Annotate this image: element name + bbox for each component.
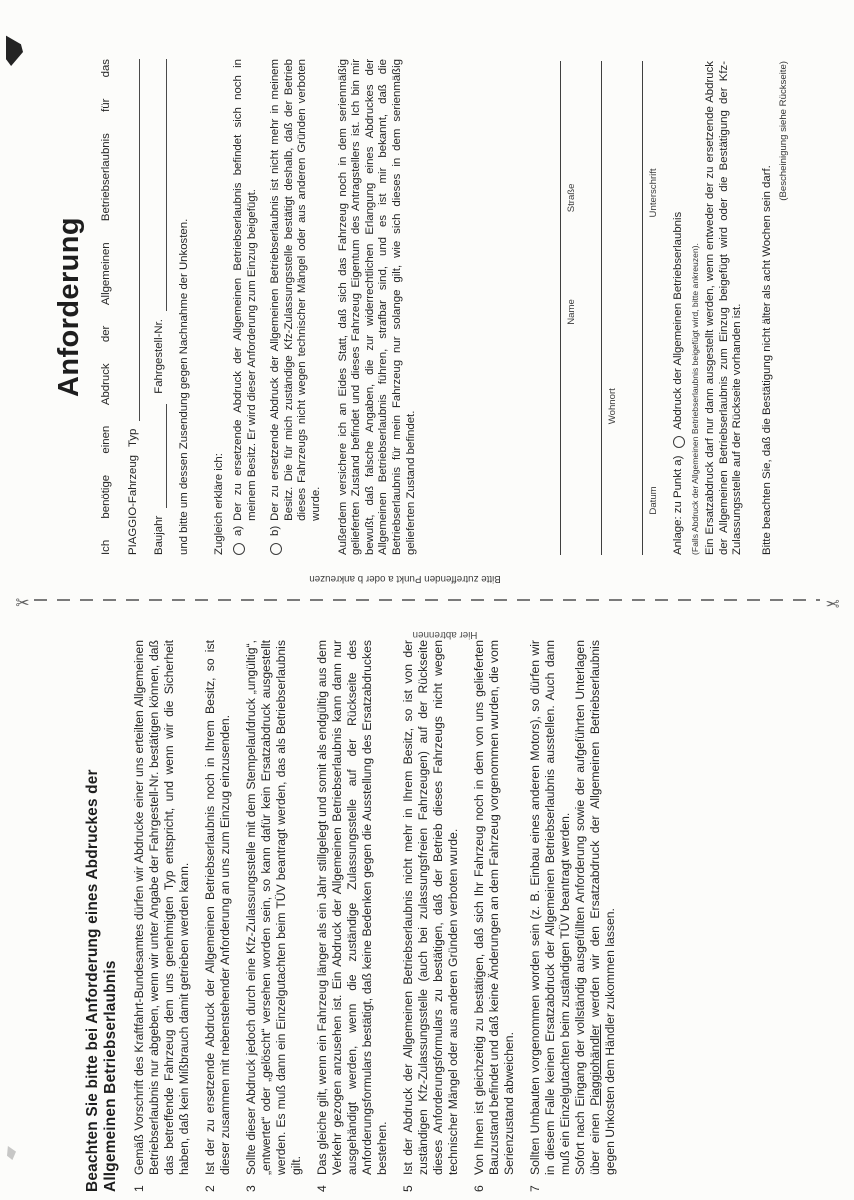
instruction-item-4	[315, 640, 390, 1192]
item-7-part2-pre: Sofort nach Eingang der vollständig ausgefüllten Anforderung sowie der aufgeführten Unterlagen über einen	[573, 640, 602, 1175]
vehicle-row	[127, 59, 141, 555]
instructions-heading-line2: Allgemeinen Betriebserlaubnis	[101, 960, 119, 1192]
item-number: 4	[315, 1185, 329, 1192]
oath-paragraph: Außerdem versichere ich an Eides Statt, daß sich das Fahrzeug noch in dem serienmäßig gelieferten Zustand befindet und dieses Fahrzeug Eigentum des Antragstellers ist. Ich bin mir bewußt, daß falsche Angaben, die zur widerrechtlichen Erlangung eines Abdruckes der Allgemeinen Betriebserlaubnis führen, strafbar sind, und es ist mir bekannt, daß die Betriebserlaubnis für mein Fahrzeug nur solange gilt, wie sich dieses in dem serienmäßig gelieferten Zustand befindet.	[336, 59, 417, 555]
item-text	[528, 640, 618, 1175]
item-7-paragraph-2	[573, 640, 618, 1175]
instructions-heading-line1: Beachten Sie bitte bei Anforderung eines Abdruckes der	[84, 769, 101, 1192]
perforation-dashed-line	[34, 599, 820, 601]
tear-here-label: Hier abtrennen	[412, 629, 478, 640]
intro-line: Ich benötige einen Abdruck der Allgemeinen Betriebserlaubnis für das	[100, 59, 112, 555]
instruction-item-6	[472, 640, 517, 1192]
instructions-list	[132, 640, 618, 1192]
name-label: Name	[566, 299, 577, 325]
option-a	[232, 59, 259, 555]
option-a-text: Der zu ersetzende Abdruck der Allgemeinen Betriebserlaubnis befindet sich noch in meinem Besitz. Er wird dieser Anforderung zum Einzug beigefügt.	[231, 59, 258, 521]
piaggio-dealer-underlined: Piaggiohändler	[588, 1024, 602, 1106]
datum-label: Datum	[648, 486, 659, 515]
unterschrift-label: Unterschrift	[648, 168, 659, 218]
item-number: 7	[528, 1185, 542, 1192]
item-7-part2-post: werden wir den Ersatzabdruck der Allgemeinen Betriebserlaubnis gegen Unkosten dem Händler zukommen lassen.	[588, 640, 617, 1175]
anlage-row	[672, 212, 686, 555]
anlage-option: Abdruck der Allgemeinen Betriebserlaubnis	[672, 211, 684, 430]
item-number: 1	[132, 1185, 146, 1192]
instruction-item-7	[528, 640, 618, 1192]
item-number: 5	[401, 1185, 415, 1192]
instruction-item-3	[244, 640, 304, 1192]
anlage-note: (Falls Abdruck der Allgemeinen Betriebserlaubnis beigefügt wird, bitte ankreuzen).	[690, 243, 700, 555]
option-b-checkbox[interactable]	[270, 543, 282, 555]
vehicle-label: PIAGGIO-Fahrzeug	[126, 454, 139, 555]
instructions-page	[84, 640, 618, 1192]
form-title: Anforderung	[53, 217, 85, 397]
item-number: 6	[472, 1185, 486, 1192]
item-text: Ist der Abdruck der Allgemeinen Betriebserlaubnis nicht mehr in Ihrem Besitz, so ist von der zuständigen Kfz-Zulassungsstelle (auch bei zulassungsfreien Fahrzeugen) auf der Rückseite dieses Anforderungsformulars zu bestätigen, daß der Betrieb dieses Fahrzeugs nicht wegen technischer Mängel oder aus anderen Gründen verboten wurde.	[401, 640, 460, 1175]
instruction-item-5	[401, 640, 461, 1192]
scissors-icon: ✂	[825, 593, 840, 613]
item-text: Das gleiche gilt, wenn ein Fahrzeug länger als ein Jahr stillgelegt und somit als endgültig aus dem Verkehr gezogen anzusehen ist. Ein Abdruck der Allgemeinen Betriebserlaubnis kann dann nur ausgehändigt werden, wenn die zuständige Zulassungsstelle auf der Rückseite des Anforderungsformulars bestätigt, daß keine Bedenken gegen die Ausstellung des Ersatzabdruckes bestehen.	[315, 640, 389, 1175]
baujahr-field[interactable]	[154, 404, 167, 508]
strasse-label: Straße	[566, 183, 577, 213]
option-a-label: a)	[231, 525, 244, 536]
item-7-paragraph-1: Sollten Umbauten vorgenommen worden sein (z. B. Einbau eines anderen Motors), so dürfen wir in diesem Falle keinen Ersatzabdruck der Allgemeinen Betriebserlaubnis ausstellen. Auch dann muß ein Einzelgutachten beim zuständigen TÜV beantragt werden.	[528, 640, 572, 1175]
item-number: 3	[244, 1185, 258, 1192]
option-b	[269, 59, 323, 555]
instruction-item-2	[203, 640, 233, 1192]
wohnort-line[interactable]	[601, 61, 602, 555]
intro-end-line: und bitte um dessen Zusendung gegen Nachnahme der Unkosten.	[177, 218, 190, 555]
baujahr-label: Baujahr	[153, 515, 166, 555]
reverse-note: (Bescheinigung siehe Rückseite)	[778, 61, 789, 201]
item-text: Ist der zu ersetzende Abdruck der Allgemeinen Betriebserlaubnis noch in Ihrem Besitz, so ist dieser zusammen mit nebenstehender Anforderung an uns zum Einzug einzusenden.	[203, 640, 232, 1175]
baujahr-row	[153, 59, 167, 555]
option-b-text: Der zu ersetzende Abdruck der Allgemeinen Betriebserlaubnis ist nicht mehr in meinem Besitz. Die für mich zuständige Kfz-Zulassungsstelle bestätigt deshalb, daß der Betrieb dieses Fahrzeugs nicht wegen technischer Mängel oder aus anderen Gründen verboten wurde.	[269, 59, 322, 521]
scissors-icon: ✂	[15, 593, 30, 613]
tick-instruction: Bitte zutreffenden Punkt a oder b ankreuzen	[309, 573, 501, 584]
validity-note: Bitte beachten Sie, daß die Bestätigung nicht älter als acht Wochen sein darf.	[761, 165, 773, 555]
fahrgestell-field[interactable]	[154, 59, 167, 311]
anforderung-form	[0, 59, 854, 555]
fahrgestell-label: Fahrgestell-Nr.	[153, 319, 166, 394]
wohnort-label: Wohnort	[607, 388, 618, 425]
instructions-heading	[84, 640, 119, 1192]
datum-unterschrift-line[interactable]	[642, 61, 643, 555]
item-text: Gemäß Vorschrift des Kraftfahrt-Bundesamtes dürfen wir Abdrucke einer uns erteilten Allgemeinen Betriebserlaubnis nur abgeben, wenn wir unter Angabe der Fahrgestell-Nr. bestätigen können, daß das betreffende Fahrzeug dem uns genehmigten Typ entspricht, und wenn wir die Sicherheit haben, daß kein Mißbrauch damit getrieben werden kann.	[132, 640, 191, 1175]
item-text: Von Ihnen ist gleichzeitig zu bestätigen, daß sich Ihr Fahrzeug noch in dem von uns gelieferten Bauzustand befindet und daß keine Änderungen an dem Fahrzeug vorgenommen wurden, die vom Serienzustand abweichen.	[472, 640, 516, 1175]
declare-line: Zugleich erkläre ich:	[213, 453, 226, 555]
item-number: 2	[203, 1185, 217, 1192]
typ-label: Typ	[126, 428, 139, 447]
name-strasse-line[interactable]	[560, 61, 561, 555]
anlage-prefix: Anlage: zu Punkt a)	[672, 455, 684, 555]
instruction-item-1	[132, 640, 192, 1192]
option-a-checkbox[interactable]	[233, 543, 245, 555]
typ-field[interactable]	[127, 59, 140, 421]
intro-block	[100, 59, 191, 555]
anlage-checkbox[interactable]	[673, 436, 685, 448]
option-b-label: b)	[269, 525, 282, 536]
replacement-note: Ein Ersatzabdruck darf nur dann ausgestellt werden, wenn entweder der zu ersetzende Abdruck der Allgemeinen Betriebserlaubnis zum Einzug beigefügt wird oder die Bestätigung der Kfz-Zulassungsstelle auf der Rückseite vorhanden ist.	[704, 61, 744, 555]
item-text: Sollte dieser Abdruck jedoch durch eine Kfz-Zulassungsstelle mit dem Stempelaufdruck „ungültig“, „entwertet“ oder „gelöscht“ versehen worden sein, so kann dafür kein Ersatzabdruck ausgestellt werden. Es muß dann ein Einzelgutachten beim TÜV beantragt werden, das als Betriebserlaubnis gilt.	[244, 640, 303, 1175]
